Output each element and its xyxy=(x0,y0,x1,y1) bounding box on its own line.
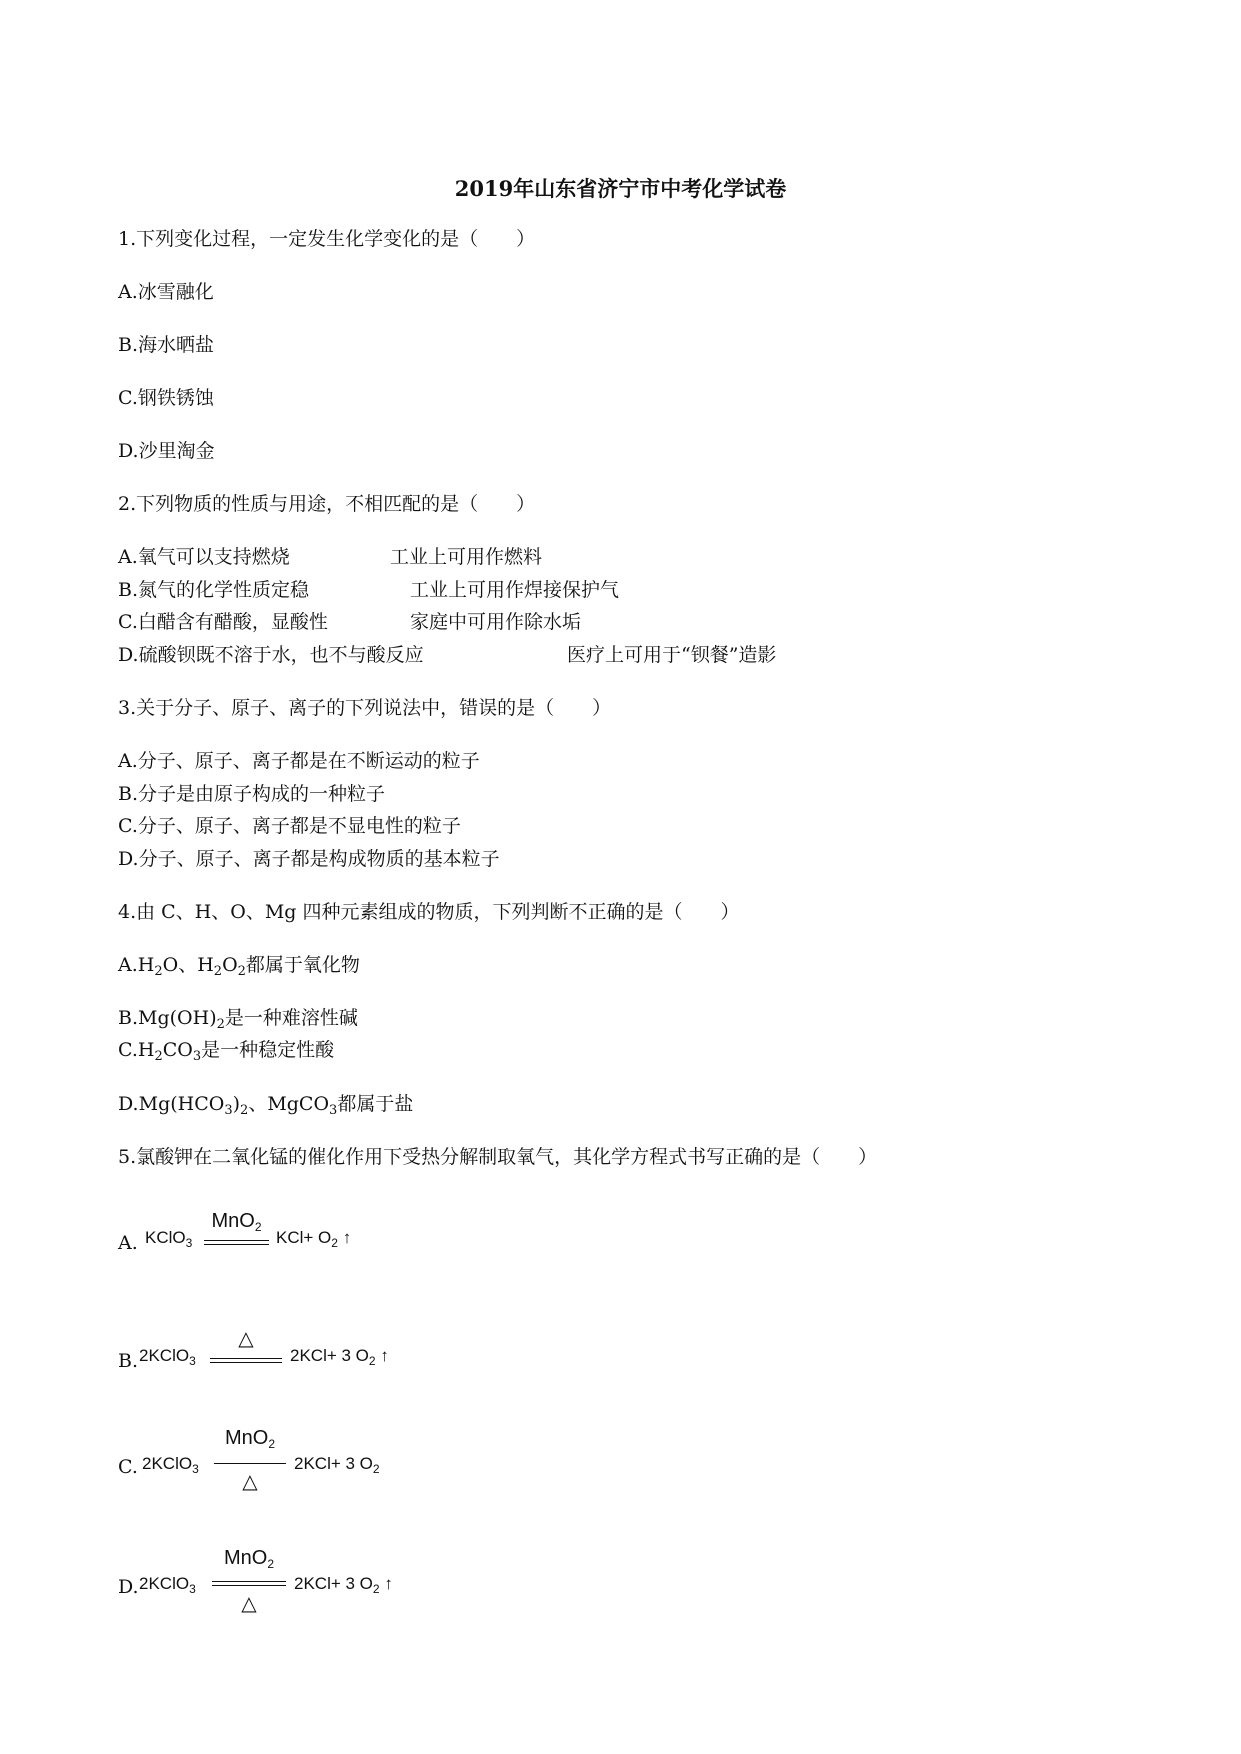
q2-option-a-property: A.氧气可以支持燃烧 xyxy=(118,546,290,568)
q3-option-a: A.分子、原子、离子都是在不断运动的粒子 xyxy=(118,750,480,772)
q2-option-d-use: 医疗上可用于“钡餐”造影 xyxy=(567,644,777,666)
q3-option-c: C.分子、原子、离子都是不显电性的粒子 xyxy=(118,815,461,837)
gas-arrow-icon: ↑ xyxy=(342,1228,352,1247)
question-5-stem: 5.氯酸钾在二氧化锰的催化作用下受热分解制取氧气，其化学方程式书写正确的是（ ） xyxy=(118,1146,878,1168)
q5-option-a-reactant: KClO$_3$ xyxy=(145,1228,193,1250)
q5-option-b-product: 2KCl+ 3 $O_2$ ↑ xyxy=(290,1346,389,1368)
question-1-stem: 1.下列变化过程，一定发生化学变化的是（ ） xyxy=(118,228,536,250)
q5-option-c-label: C. xyxy=(118,1456,138,1478)
q5-option-d-label: D. xyxy=(118,1576,139,1598)
q5-option-c-product: 2KCl+ 3 $O_2$ xyxy=(294,1454,380,1476)
q5-option-b-reactant: 2KClO$_3$ xyxy=(139,1346,196,1368)
gas-arrow-icon: ↑ xyxy=(380,1346,389,1365)
question-3-stem: 3.关于分子、原子、离子的下列说法中，错误的是（ ） xyxy=(118,697,612,719)
q5-option-a-equation xyxy=(118,1210,518,1280)
q2-option-a-use: 工业上可用作燃料 xyxy=(390,546,543,568)
heat-triangle-icon: △ xyxy=(238,1328,254,1350)
q1-option-b: B.海水晒盐 xyxy=(118,334,215,356)
q4-option-b: $B.Mg(OH)_2$是一种难溶性碱 xyxy=(118,1007,358,1032)
q5-option-d-catalyst: MnO$_2$ xyxy=(223,1547,275,1571)
q2-option-c-property: C.白醋含有醋酸，显酸性 xyxy=(118,611,328,633)
q2-option-b-use: 工业上可用作焊接保护气 xyxy=(410,579,620,601)
q5-option-b-label: B. xyxy=(118,1350,139,1372)
q4-option-d: $D.Mg(HCO_3)_2$、MgCO$_3$都属于盐 xyxy=(118,1093,414,1118)
q5-option-c-equation xyxy=(118,1425,538,1515)
heat-triangle-icon: △ xyxy=(241,1593,257,1615)
q5-option-a-equals xyxy=(204,1240,269,1245)
q5-option-a-label: A. xyxy=(118,1232,138,1254)
q5-option-b-equals xyxy=(210,1358,282,1363)
q4-option-c: $C.H_2CO_3$是一种稳定性酸 xyxy=(118,1039,335,1064)
q5-option-a-catalyst: MnO$_2$ xyxy=(211,1210,262,1234)
q2-option-b-property: B.氮气的化学性质定稳 xyxy=(118,579,310,601)
q5-option-d-product: 2KCl+ 3 $O_2$ ↑ xyxy=(294,1574,393,1596)
q5-option-a-product: $KCl+ O_2$ ↑ xyxy=(276,1228,352,1250)
heat-triangle-icon: △ xyxy=(242,1471,258,1493)
q2-option-d-property: D.硫酸钡既不溶于水，也不与酸反应 xyxy=(118,644,424,666)
q5-option-c-fraction-bar xyxy=(214,1463,286,1464)
q5-option-c-catalyst: MnO$_2$ xyxy=(224,1427,276,1451)
q1-option-c: C.钢铁锈蚀 xyxy=(118,387,214,409)
q3-option-d: D.分子、原子、离子都是构成物质的基本粒子 xyxy=(118,848,500,870)
page-title: 2019年山东省济宁市中考化学试卷 xyxy=(454,176,787,201)
q5-option-d-reactant: 2KClO$_3$ xyxy=(139,1574,196,1596)
q3-option-b: B.分子是由原子构成的一种粒子 xyxy=(118,783,386,805)
q5-option-d-equation xyxy=(118,1545,538,1635)
question-2-stem: 2.下列物质的性质与用途，不相匹配的是（ ） xyxy=(118,493,536,515)
question-4-stem: 4.由 C、H、O、Mg 四种元素组成的物质，下列判断不正确的是（ ） xyxy=(118,901,740,923)
q4-option-a: $A.H_2O$、$H_2O_2$都属于氧化物 xyxy=(118,954,360,979)
q1-option-d: D.沙里淘金 xyxy=(118,440,215,462)
q2-option-c-use: 家庭中可用作除水垢 xyxy=(410,611,582,633)
q1-option-a: A.冰雪融化 xyxy=(118,281,214,303)
q5-option-c-reactant: 2KClO$_3$ xyxy=(142,1454,199,1476)
q5-option-b-equation xyxy=(118,1328,538,1398)
gas-arrow-icon: ↑ xyxy=(384,1574,393,1593)
q5-option-d-equals xyxy=(212,1581,286,1586)
